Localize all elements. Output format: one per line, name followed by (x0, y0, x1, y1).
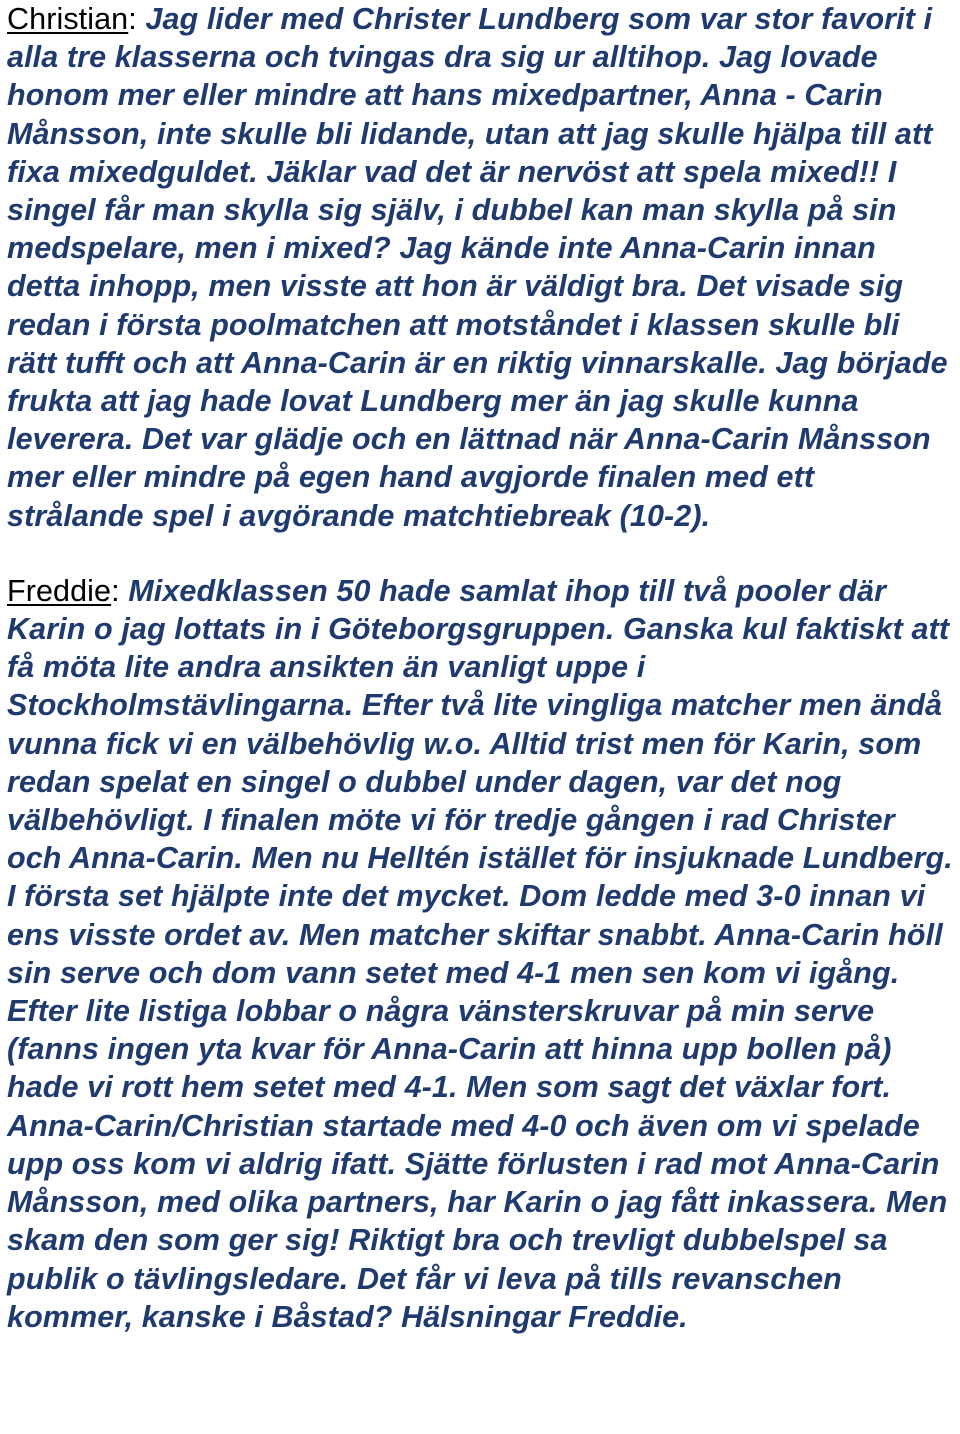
paragraph-christian (7, 0, 955, 535)
speaker-separator: : (111, 573, 120, 608)
article-body (7, 0, 955, 1336)
speaker-name[interactable]: Christian (7, 2, 129, 36)
paragraph-text: Mixedklassen 50 hade samlat ihop till två pooler där Karin o jag lottats in i Göteborgsgruppen. Ganska kul faktiskt att få möta lite andra ansikten än vanligt uppe i Stockholmstävlingarna. Efter två lite vingliga matcher men ändå vunna fick vi en välbehövlig w.o. Alltid trist men för Karin, som redan spelat en singel o dubbel under dagen, var det nog välbehövligt. I finalen möte vi för tredje gången i rad Christer och Anna-Carin. Men nu Helltén istället för insjuknade Lundberg. I första set hjälpte inte det mycket. Dom ledde med 3-0 innan vi ens visste ordet av. Men matcher skiftar snabbt. Anna-Carin höll sin serve och dom vann setet med 4-1 men sen kom vi igång. Efter lite listiga lobbar o några vänsterskruvar på min serve (fanns ingen yta kvar för Anna-Carin att hinna upp bollen på) hade vi rott hem setet med 4-1. Men som sagt det växlar fort. Anna-Carin/Christian startade med 4-0 och även om vi spelade upp oss kom vi aldrig ifatt. Sjätte förlusten i rad mot Anna-Carin Månsson, med olika partners, har Karin o jag fått inkassera. Men skam den som ger sig! Riktigt bra och trevligt dubbelspel sa publik o tävlingsledare. Det får vi leva på tills revanschen kommer, kanske i Båstad? Hälsningar Freddie. (7, 573, 953, 1334)
speaker-name[interactable]: Freddie (7, 573, 112, 608)
paragraph-freddie (7, 572, 955, 1336)
speaker-separator: : (128, 2, 137, 36)
paragraph-text: Jag lider med Christer Lundberg som var stor favorit i alla tre klasserna och tvingas dra sig ur alltihop. Jag lovade honom mer eller mindre att hans mixedpartner, Anna - Carin Månsson, inte skulle bli lidande, utan att jag skulle hjälpa till att fixa mixedguldet. Jäklar vad det är nervöst att spela mixed!! I singel får man skylla sig själv, i dubbel kan man skylla på sin medspelare, men i mixed? Jag kände inte Anna-Carin innan detta inhopp, men visste att hon är väldigt bra. Det visade sig redan i första poolmatchen att motståndet i klassen skulle bli rätt tufft och att Anna-Carin är en riktig vinnarskalle. Jag började frukta att jag hade lovat Lundberg mer än jag skulle kunna leverera. Det var glädje och en lättnad när Anna-Carin Månsson mer eller mindre på egen hand avgjorde finalen med ett strålande spel i avgörande matchtiebreak (10-2). (7, 2, 948, 533)
